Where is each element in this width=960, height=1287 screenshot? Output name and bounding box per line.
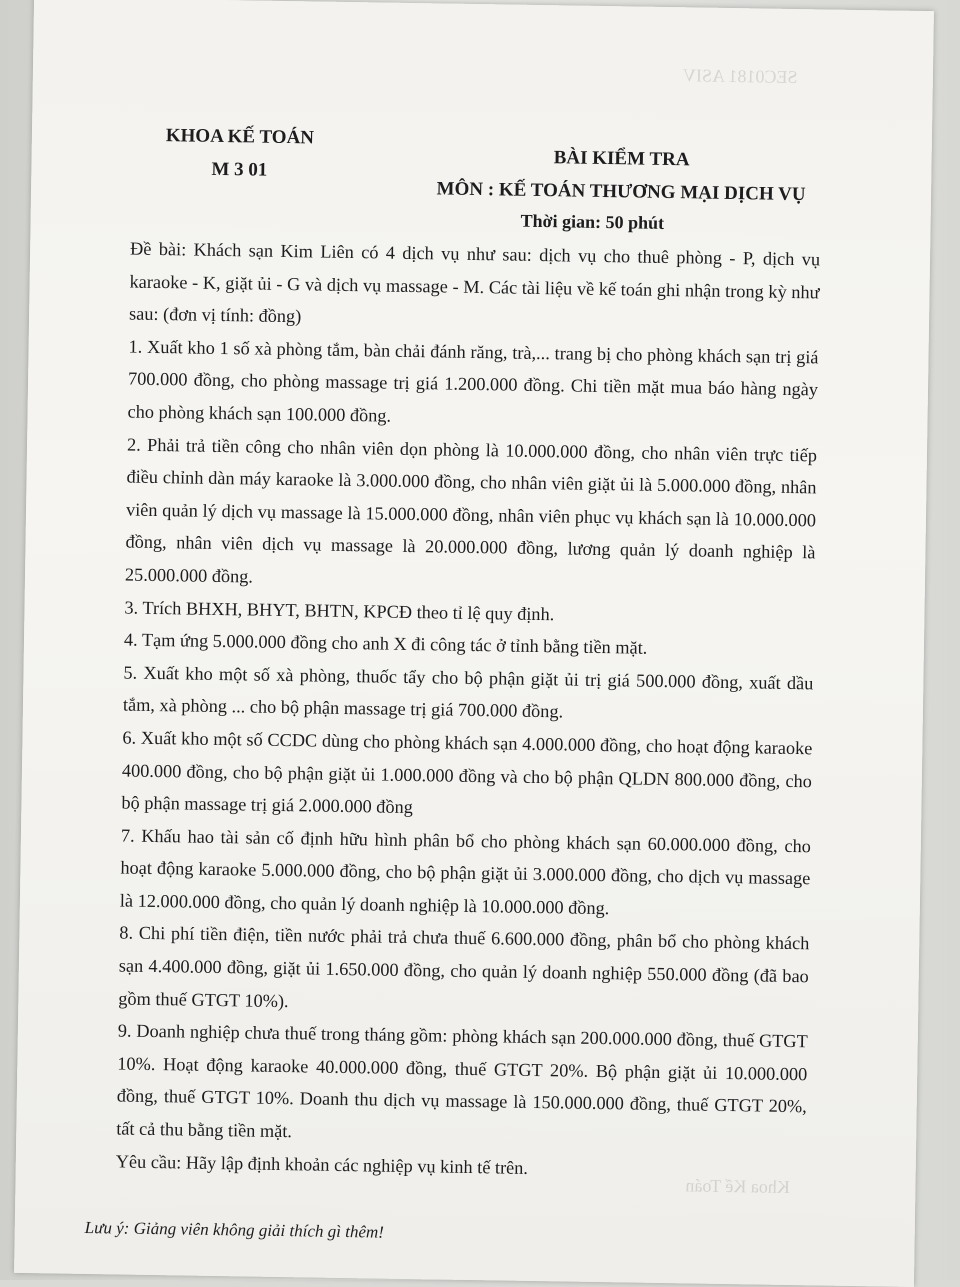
list-item: 8. Chi phí tiền điện, tiền nước phải trả chưa thuế 6.600.000 đồng, phân bổ cho phòng khách sạn 4.400.000 đồng, giặt ủi 1.650.000 đồng, cho quản lý doanh nghiệp 550.000 đồng (đã bao gồm thuế GTGT 10%). (118, 922, 810, 1011)
list-item: 1. Xuất kho 1 số xà phòng tắm, bàn chải đánh răng, trà,... trang bị cho phòng khách sạn trị giá 700.000 đồng, cho phòng massage trị giá 1.200.000 đồng. Chi tiền mặt mua báo hàng ngày cho phòng khách sạn 100.000 đồng. (127, 336, 819, 426)
exam-paper (14, 0, 934, 1287)
list-item: 7. Khấu hao tài sản cố định hữu hình phân bổ cho phòng khách sạn 60.000.000 đồng, cho hoạt động karaoke 5.000.000 đồng, cho bộ phận giặt ủi 3.000.000 đồng, cho dịch vụ massage là 12.000.000 đồng, cho quản lý doanh nghiệp là 10.000.000 đồng. (119, 825, 811, 919)
list-item: 5. Xuất kho một số xà phòng, thuốc tẩy cho bộ phận giặt ủi trị giá 500.000 đồng, xuất dầu tắm, xà phòng ... cho bộ phận massage trị giá 700.000 đồng. (122, 662, 814, 722)
department-block (149, 119, 330, 188)
list-item: 9. Doanh nghiệp chưa thuế trong tháng gồm: phòng khách sạn 200.000.000 đồng, thuế GTGT 10%. Hoạt động karaoke 40.000.000 đồng, thuế GTGT 20%. Bộ phận giặt ủi 10.000.000 đồng, thuế GTGT 10%. Doanh thu dịch vụ massage là 150.000.000 đồng, thuế GTGT 20%, tất cả thu bằng tiền mặt. (116, 1020, 808, 1142)
list-item: 3. Trích BHXH, BHYT, BHTN, KPCĐ theo tỉ lệ quy định. (124, 597, 555, 624)
list-item: 2. Phải trả tiền công cho nhân viên dọn phòng là 10.000.000 đồng, cho nhân viên trực tiếp điều chỉnh dàn máy karaoke là 3.000.000 đồng, cho nhân viên giặt ủi là 5.000.000 đồng, nhân viên quản lý dịch vụ massage là 15.000.000 đồng, nhân viên phục vụ khách sạn là 10.000.000 đồng, nhân viên dịch vụ massage là 20.000.000 đồng, lương quản lý doanh nghiệp là 25.000.000 đồng. (124, 434, 818, 587)
list-item: 6. Xuất kho một số CCDC dùng cho phòng khách sạn 4.000.000 đồng, cho hoạt động karaoke 400.000 đồng, cho bộ phận giặt ủi 1.000.000 đồng và cho bộ phận QLDN 800.000 đồng, cho bộ phận massage trị giá 2.000.000 đồng (121, 727, 813, 818)
exam-body (116, 233, 821, 1189)
department-name: KHOA KẾ TOÁN (165, 125, 315, 149)
show-through-text: SEC0181 ASIV (682, 65, 798, 88)
list-item: 4. Tạm ứng 5.000.000 đồng cho anh X đi công tác ở tỉnh bằng tiền mặt. (123, 629, 648, 658)
subject-title: MÔN : KẾ TOÁN THƯƠNG MẠI DỊCH VỤ (436, 178, 806, 206)
problem-intro: Đề bài: Khách sạn Kim Liên có 4 dịch vụ như sau: dịch vụ cho thuê phòng - P, dịch vụ karaoke - K, giặt ủi - G và dịch vụ massage - M. Các tài liệu về kế toán ghi nhận trong kỳ như sau: (đơn vị tính: đồng) (128, 238, 821, 327)
exam-heading (401, 139, 842, 212)
show-through-text: Khoa Kế Toán (685, 1175, 791, 1198)
duration: Thời gian: 50 phút (520, 210, 665, 233)
room-code: M 3 01 (211, 158, 268, 181)
exam-content (84, 118, 822, 1242)
footnote: Lưu ý: Giảng viên không giải thích gì thêm! (84, 1217, 385, 1242)
requirement: Yêu cầu: Hãy lập định khoản các nghiệp vụ kinh tế trên. (115, 1151, 529, 1178)
exam-title: BÀI KIỂM TRA (553, 147, 690, 171)
